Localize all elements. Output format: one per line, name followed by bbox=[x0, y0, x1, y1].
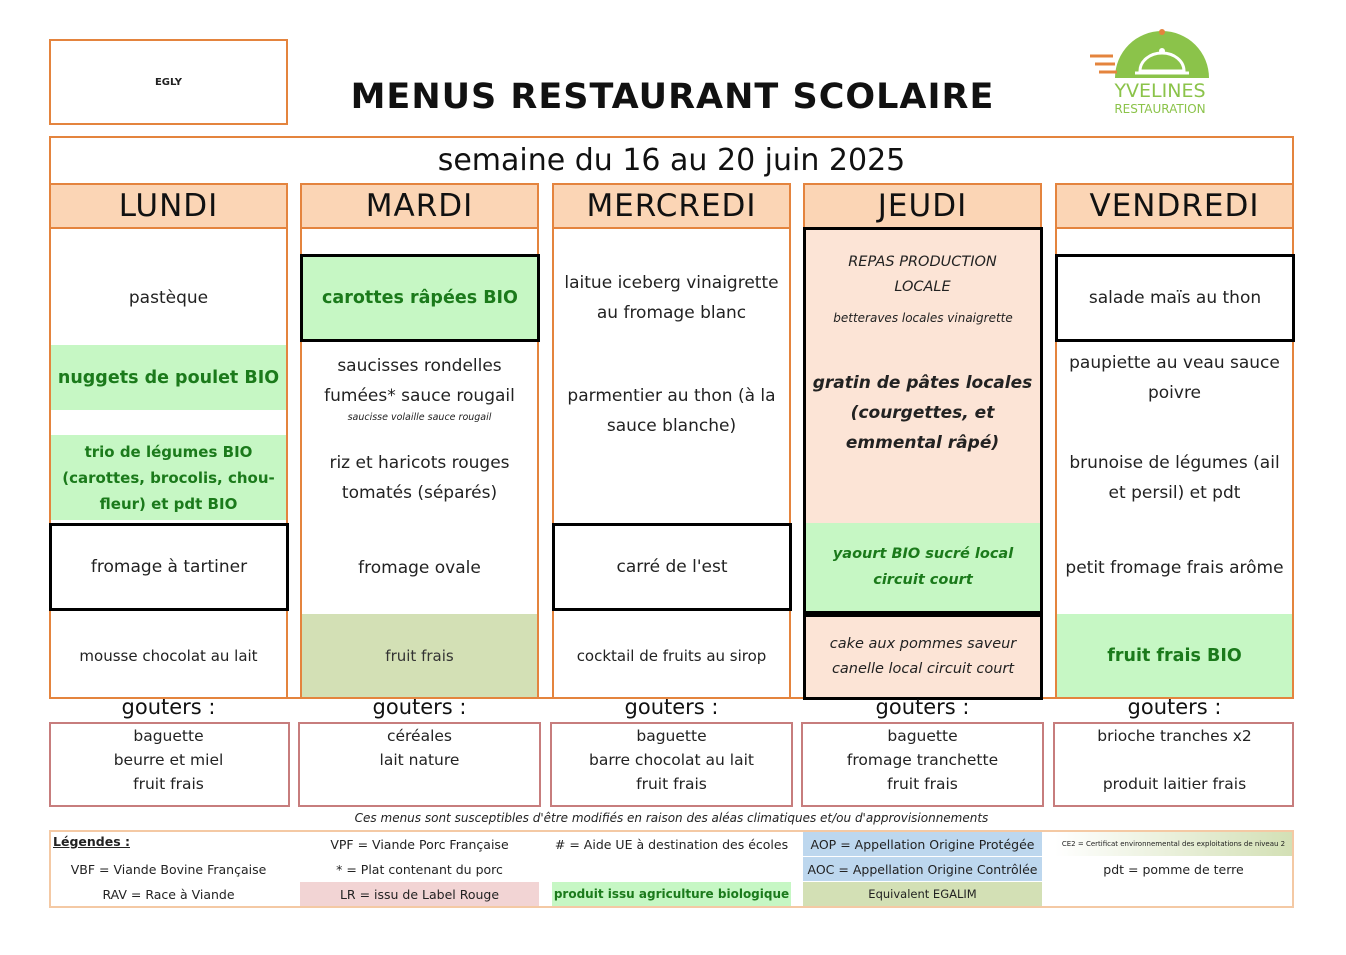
legend-egalim: Equivalent EGALIM bbox=[803, 882, 1042, 906]
mardi-plat: saucisses rondelles fumées* sauce rougail bbox=[324, 355, 515, 406]
gouter-item: baguette bbox=[133, 727, 204, 745]
jeudi-entree: betteraves locales vinaigrette bbox=[833, 311, 1013, 325]
legend-vbf: VBF = Viande Bovine Française bbox=[70, 861, 267, 877]
gouter-sep-2 bbox=[539, 722, 552, 807]
gouter-mardi bbox=[302, 724, 537, 804]
gouter-item: brioche tranches x2 bbox=[1097, 727, 1252, 745]
mardi-accompagnement: riz et haricots rouges tomatés (séparés) bbox=[329, 452, 510, 503]
gouter-title-mardi: gouters : bbox=[372, 695, 467, 719]
gouter-title-vendredi: gouters : bbox=[1127, 695, 1222, 719]
gouter-sep-3 bbox=[791, 722, 803, 807]
vendredi-accompagnement: brunoise de légumes (ail et persil) et pdt bbox=[1069, 452, 1280, 503]
mercredi-dessert: cocktail de fruits au sirop bbox=[576, 646, 767, 665]
legend-aide: # = Aide UE à destination des écoles bbox=[554, 836, 789, 852]
day-header-mardi: MARDI bbox=[300, 183, 539, 229]
school-box bbox=[49, 39, 288, 125]
gouter-item: fruit frais bbox=[133, 775, 204, 793]
legend-pdt: pdt = pomme de terre bbox=[1103, 861, 1244, 877]
gouter-item: barre chocolat au lait bbox=[588, 751, 754, 769]
gouter-title-lundi: gouters : bbox=[121, 695, 216, 719]
disclaimer: Ces menus sont susceptibles d'être modifiés en raison des aléas climatiques et/ou d'approvisionnements bbox=[354, 811, 989, 825]
gouter-lundi bbox=[51, 724, 286, 804]
day-header-mercredi: MERCREDI bbox=[552, 183, 791, 229]
mercredi-plat: parmentier au thon (à la sauce blanche) bbox=[567, 385, 776, 436]
legend-aoc: AOC = Appellation Origine Contrôlée bbox=[803, 857, 1042, 881]
week-label: semaine du 16 au 20 juin 2025 bbox=[437, 143, 906, 178]
page-title: MENUS RESTAURANT SCOLAIRE bbox=[350, 77, 995, 117]
gouter-vendredi bbox=[1057, 724, 1292, 804]
school-name: EGLY bbox=[154, 76, 183, 88]
gouter-mercredi bbox=[554, 724, 789, 804]
legend-bio: produit issu agriculture biologique bbox=[552, 882, 791, 906]
gouter-item: fromage tranchette bbox=[846, 751, 999, 769]
jeudi-fromage: yaourt BIO sucré local circuit court bbox=[803, 523, 1043, 614]
cloche-icon bbox=[1085, 26, 1225, 86]
legend-rav: RAV = Race à Viande bbox=[102, 886, 235, 902]
gouter-sep-1 bbox=[288, 722, 300, 807]
legend-vpf: VPF = Viande Porc Française bbox=[330, 836, 509, 852]
vendredi-entree: salade maïs au thon bbox=[1055, 254, 1295, 342]
gouter-jeudi bbox=[805, 724, 1040, 804]
mardi-plat-note: saucisse volaille sauce rougail bbox=[347, 411, 492, 423]
vendredi-fromage: petit fromage frais arôme bbox=[1065, 557, 1284, 578]
legend-title: Légendes : bbox=[53, 834, 130, 849]
logo-line1: YVELINES bbox=[1114, 80, 1206, 102]
lundi-fromage: fromage à tartiner bbox=[49, 523, 289, 611]
mercredi-entree: laitue iceberg vinaigrette au fromage blanc bbox=[564, 272, 779, 323]
vendredi-dessert: fruit frais BIO bbox=[1057, 614, 1292, 697]
legend-lr: LR = issu de Label Rouge bbox=[300, 882, 539, 906]
mardi-entree: carottes râpées BIO bbox=[300, 254, 540, 342]
gouter-item: beurre et miel bbox=[113, 751, 224, 769]
gouter-item: fruit frais bbox=[636, 775, 707, 793]
gouter-item: baguette bbox=[636, 727, 707, 745]
gouter-item: fruit frais bbox=[887, 775, 958, 793]
legend-ce2: CE2 = Certificat environnemental des exploitations de niveau 2 bbox=[1055, 832, 1292, 856]
mardi-dessert: fruit frais bbox=[302, 614, 537, 697]
gouter-item: lait nature bbox=[379, 751, 460, 769]
lundi-dessert: mousse chocolat au lait bbox=[79, 646, 258, 665]
gouter-item: produit laitier frais bbox=[1102, 775, 1247, 793]
legend-porc: * = Plat contenant du porc bbox=[336, 861, 503, 877]
lundi-entree: pastèque bbox=[128, 287, 209, 308]
mardi-plat-block bbox=[302, 345, 537, 430]
day-header-vendredi: VENDREDI bbox=[1055, 183, 1294, 229]
gouter-title-jeudi: gouters : bbox=[875, 695, 970, 719]
jeudi-plat: gratin de pâtes locales (courgettes, et emmental râpé) bbox=[812, 372, 1033, 453]
day-header-jeudi: JEUDI bbox=[803, 183, 1042, 229]
lundi-accompagnement: trio de légumes BIO (carottes, brocolis, chou-fleur) et pdt BIO bbox=[51, 435, 286, 520]
gouter-title-mercredi: gouters : bbox=[624, 695, 719, 719]
logo bbox=[1085, 26, 1225, 122]
gouter-sep-4 bbox=[1042, 722, 1055, 807]
mardi-fromage: fromage ovale bbox=[358, 557, 481, 578]
legend-aop: AOP = Appellation Origine Protégée bbox=[803, 832, 1042, 856]
jeudi-dessert: cake aux pommes saveur canelle local circuit court bbox=[803, 614, 1043, 700]
day-header-lundi: LUNDI bbox=[49, 183, 288, 229]
vendredi-plat: paupiette au veau sauce poivre bbox=[1069, 352, 1280, 403]
gouter-item: baguette bbox=[887, 727, 958, 745]
mercredi-fromage: carré de l'est bbox=[552, 523, 792, 611]
gouter-item: céréales bbox=[386, 727, 453, 745]
lundi-plat: nuggets de poulet BIO bbox=[51, 345, 286, 410]
logo-line2: RESTAURATION bbox=[1114, 102, 1206, 116]
jeudi-special: REPAS PRODUCTION LOCALE bbox=[848, 254, 997, 295]
